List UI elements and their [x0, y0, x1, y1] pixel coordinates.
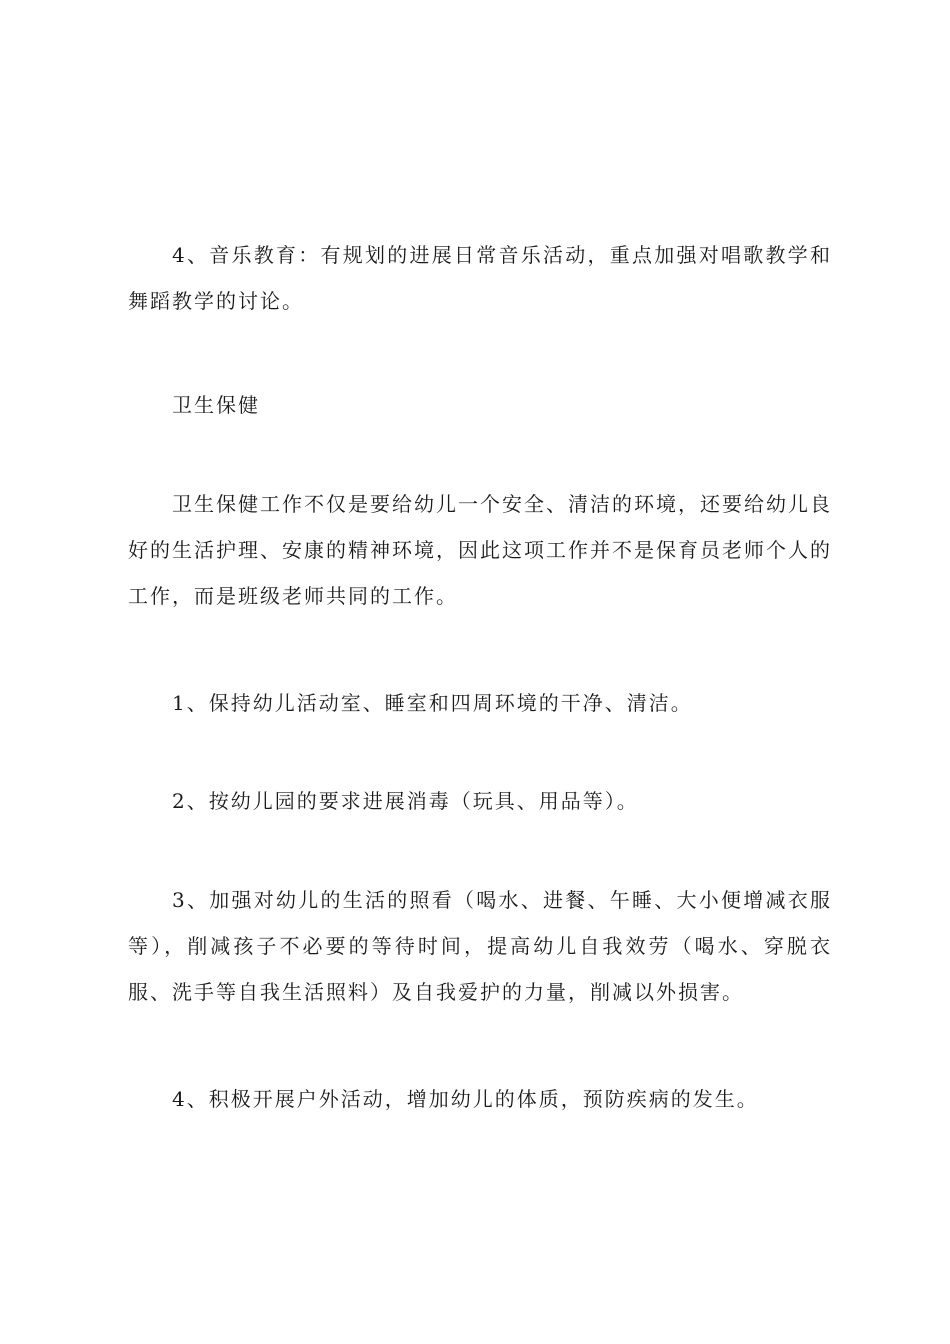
paragraph-music-education: 4、音乐教育：有规划的进展日常音乐活动，重点加强对唱歌教学和舞蹈教学的讨论。 — [128, 243, 832, 313]
list-item-daily-care: 3、加强对幼儿的生活的照看（喝水、进餐、午睡、大小便增减衣服等），削减孩子不必要的等待时间，提高幼儿自我效劳（喝水、穿脱衣服、洗手等自我生活照料）及自我爱护的力量，削减以外损害。 — [128, 888, 832, 1004]
paragraph-health-care-intro: 卫生保健工作不仅是要给幼儿一个安全、清洁的环境，还要给幼儿良好的生活护理、安康的精神环境，因此这项工作并不是保育员老师个人的工作，而是班级老师共同的工作。 — [128, 492, 832, 608]
list-item-cleanliness: 1、保持幼儿活动室、睡室和四周环境的干净、清洁。 — [172, 691, 693, 715]
list-item-disinfection: 2、按幼儿园的要求进展消毒（玩具、用品等）。 — [172, 789, 639, 813]
section-heading-health-care: 卫生保健 — [172, 393, 260, 417]
list-item-outdoor-activities: 4、积极开展户外活动，增加幼儿的体质，预防疾病的发生。 — [172, 1087, 759, 1111]
